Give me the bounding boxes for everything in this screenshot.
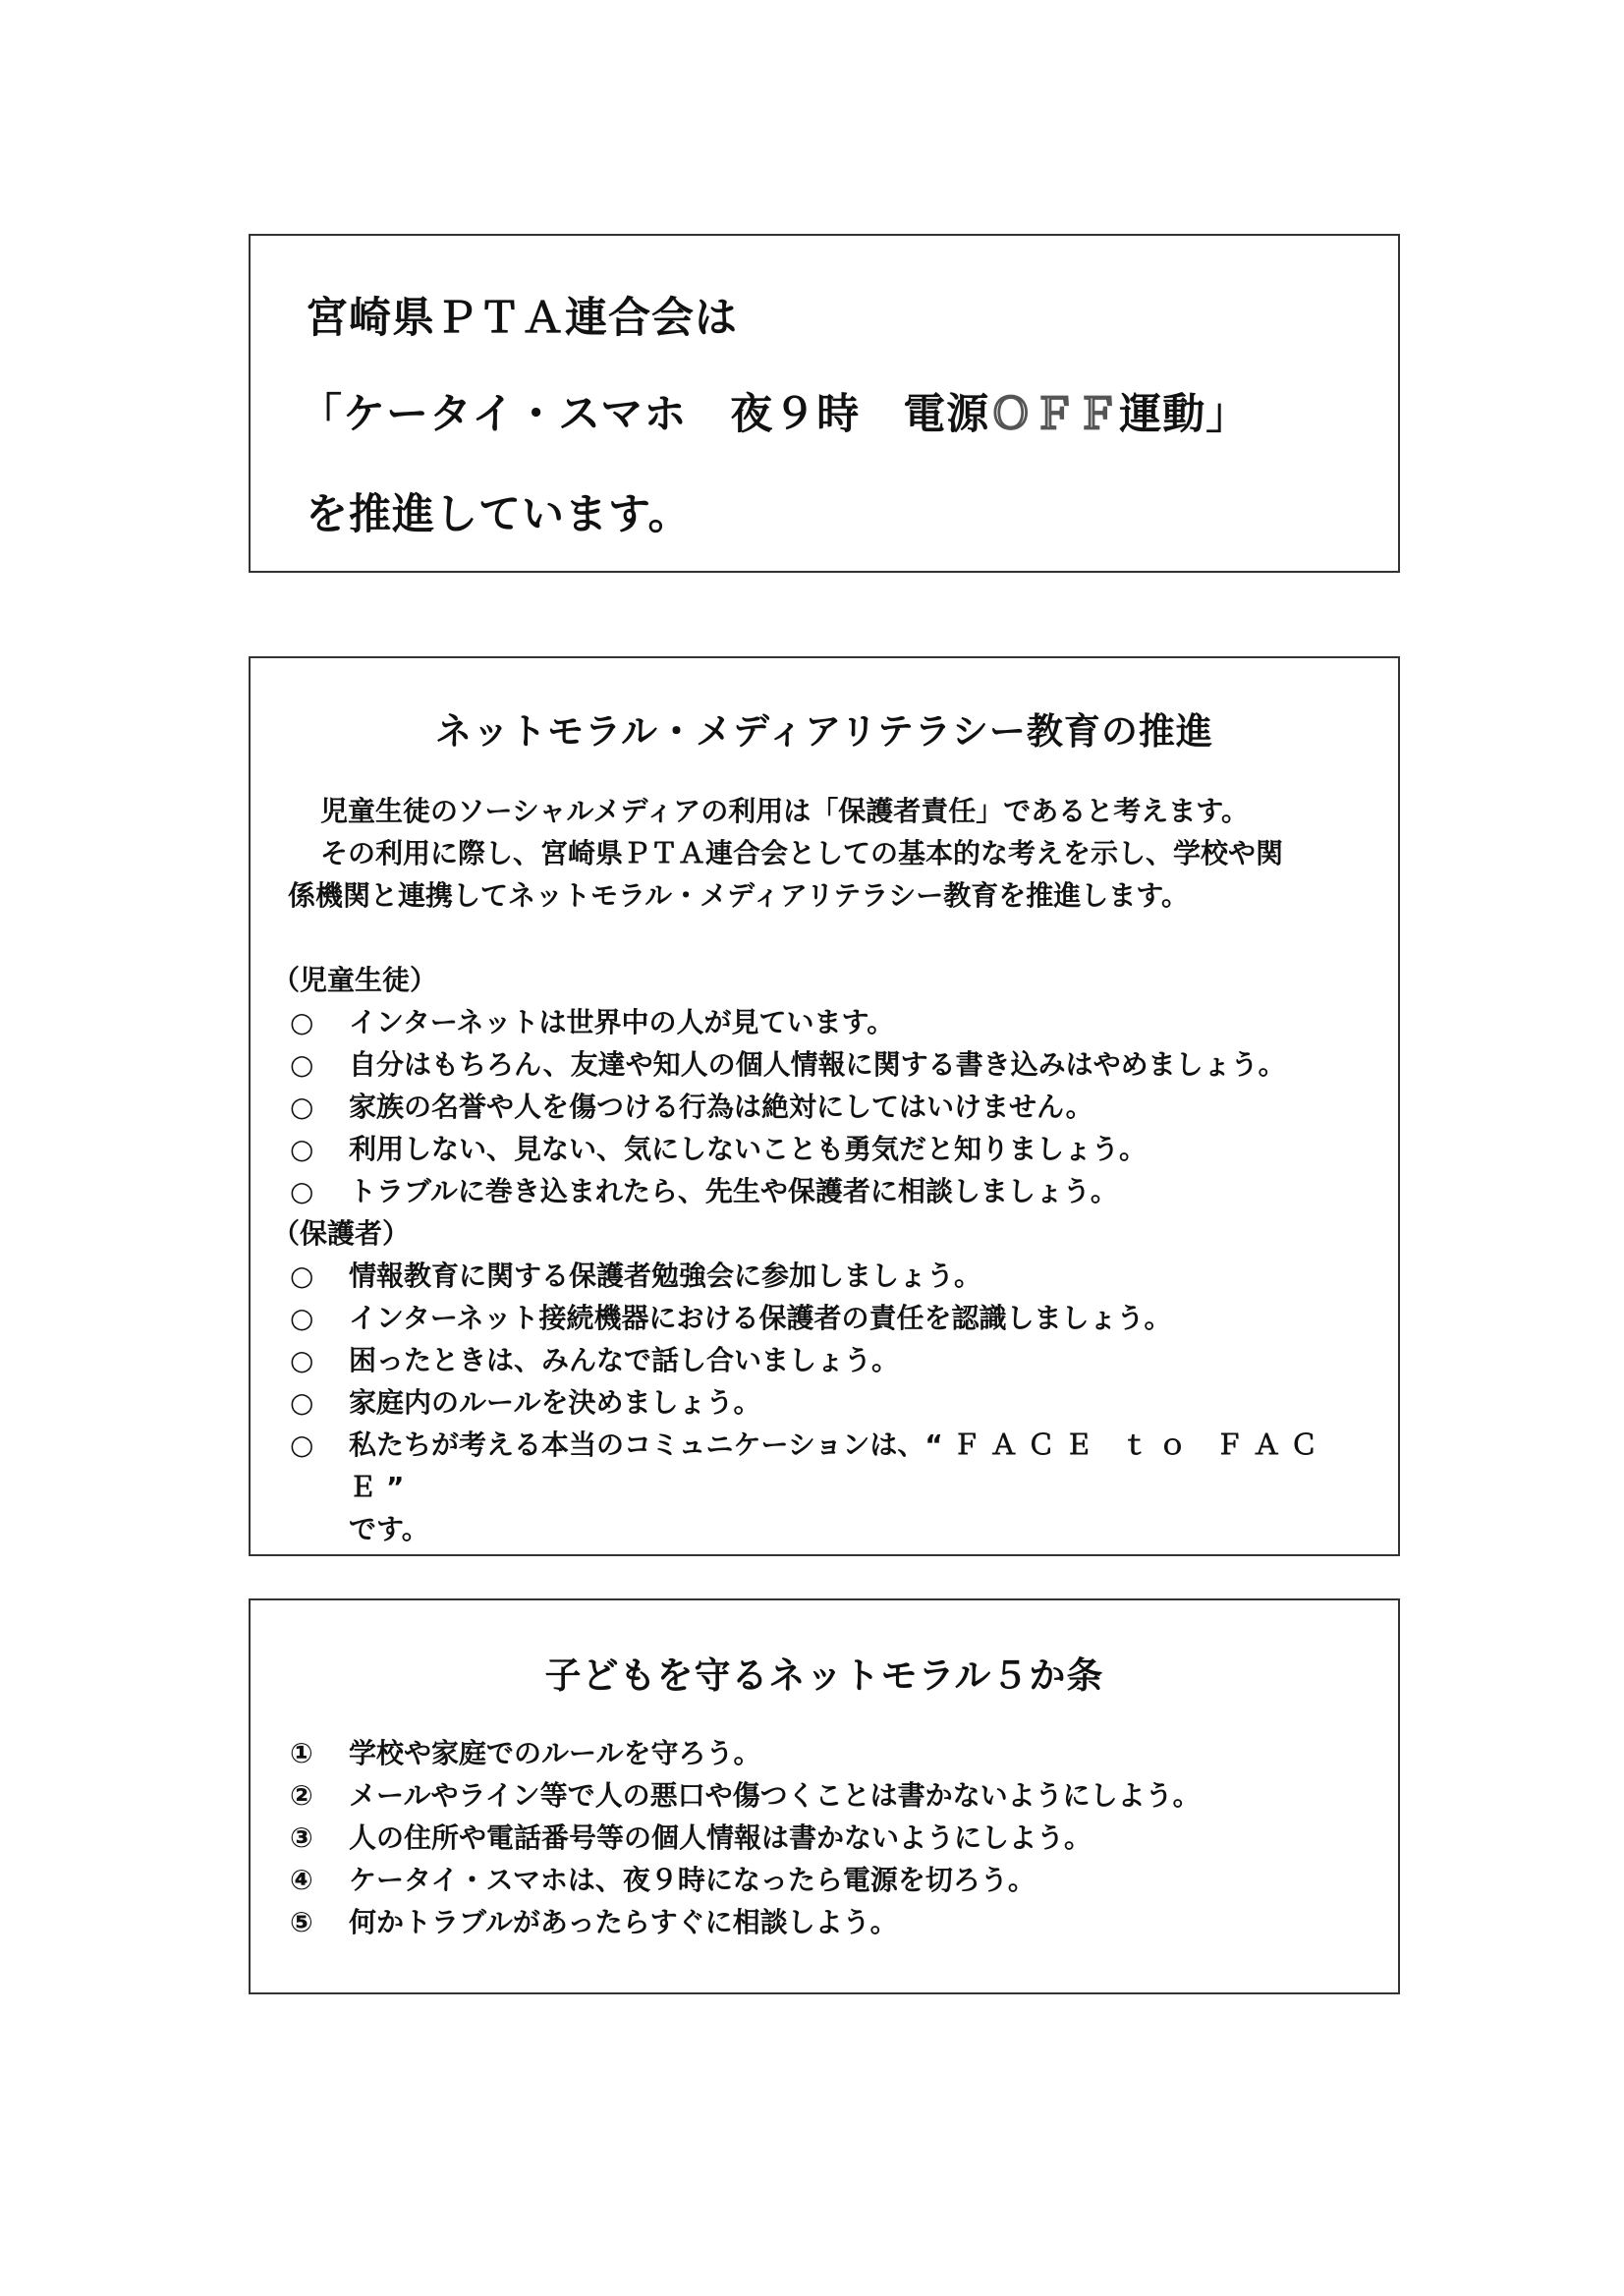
guardians-label: （保護者） bbox=[272, 1217, 411, 1250]
rule-3: 人の住所や電話番号等の個人情報は書かないようにしよう。 bbox=[349, 1821, 1092, 1854]
campaign-line-1: 宮崎県ＰＴＡ連合会は bbox=[306, 294, 738, 343]
rule-1: 学校や家庭でのルールを守ろう。 bbox=[349, 1737, 761, 1769]
circled-number-icon: ③ bbox=[290, 1821, 313, 1854]
student-item-2: 自分はもちろん、友達や知人の個人情報に関する書き込みはやめましょう。 bbox=[349, 1048, 1286, 1081]
list-item bbox=[290, 1817, 1380, 1859]
list-item bbox=[272, 1424, 1382, 1550]
guardian-item-4: 家庭内のルールを決めましょう。 bbox=[349, 1386, 761, 1419]
moral-intro bbox=[288, 790, 1378, 917]
moral-education-box bbox=[249, 656, 1400, 1556]
list-item bbox=[272, 1128, 1382, 1170]
circled-number-icon: ⑤ bbox=[290, 1906, 313, 1938]
five-rules-box bbox=[249, 1598, 1400, 1994]
guardian-item-5 bbox=[349, 1424, 1382, 1550]
campaign-line-2-end: 運動」 bbox=[1119, 390, 1250, 439]
rules-section-title: 子どもを守るネットモラル５か条 bbox=[544, 1654, 1104, 1697]
list-item bbox=[272, 1297, 1382, 1339]
list-item bbox=[272, 1381, 1382, 1424]
face-to-face-text: “ＦＡＣＥ ｔｏ ＦＡＣＥ” bbox=[349, 1428, 1328, 1503]
circle-bullet-icon: ○ bbox=[290, 1386, 314, 1419]
list-item bbox=[272, 1255, 1382, 1297]
rule-2: メールやライン等で人の悪口や傷つくことは書かないようにしよう。 bbox=[349, 1779, 1201, 1812]
guardian-item-1: 情報教育に関する保護者勉強会に参加しましょう。 bbox=[349, 1260, 982, 1292]
moral-section-title: ネットモラル・メディアリテラシー教育の推進 bbox=[435, 710, 1213, 753]
list-item bbox=[272, 1043, 1382, 1086]
list-item bbox=[272, 1001, 1382, 1043]
circle-bullet-icon: ○ bbox=[290, 1344, 314, 1376]
circle-bullet-icon: ○ bbox=[290, 1133, 314, 1165]
guardian-item-5-end: です。 bbox=[349, 1513, 429, 1545]
student-item-3: 家族の名誉や人を傷つける行為は絶対にしてはいけません。 bbox=[349, 1091, 1093, 1123]
rule-4: ケータイ・スマホは、夜９時になったら電源を切ろう。 bbox=[349, 1864, 1036, 1896]
circle-bullet-icon: ○ bbox=[290, 1006, 314, 1038]
campaign-line-3: を推進しています。 bbox=[306, 490, 692, 539]
students-label: （児童生徒） bbox=[272, 964, 438, 996]
circled-number-icon: ② bbox=[290, 1779, 313, 1812]
off-outline-text: ＯＦＦ bbox=[989, 390, 1120, 439]
rules-list bbox=[290, 1732, 1380, 1943]
list-item bbox=[290, 1859, 1380, 1901]
list-item bbox=[290, 1774, 1380, 1817]
circle-bullet-icon: ○ bbox=[290, 1260, 314, 1292]
rule-5: 何かトラブルがあったらすぐに相談しよう。 bbox=[349, 1906, 898, 1938]
guardian-item-2: インターネット接続機器における保護者の責任を認識しましょう。 bbox=[349, 1302, 1172, 1334]
guardian-item-3: 困ったときは、みんなで話し合いましょう。 bbox=[349, 1344, 900, 1376]
campaign-line-2-start: 「ケータイ・スマホ 夜９時 電源 bbox=[300, 390, 990, 439]
intro-line-2: その利用に際し、宮崎県ＰＴＡ連合会としての基本的な考えを示し、学校や関 bbox=[320, 837, 1284, 869]
intro-line-3: 係機関と連携してネットモラル・メディアリテラシー教育を推進します。 bbox=[288, 879, 1190, 912]
student-item-4: 利用しない、見ない、気にしないことも勇気だと知りましょう。 bbox=[349, 1133, 1148, 1165]
list-item bbox=[272, 1339, 1382, 1381]
student-item-1: インターネットは世界中の人が見ています。 bbox=[349, 1006, 895, 1038]
circle-bullet-icon: ○ bbox=[290, 1428, 314, 1461]
list-item bbox=[272, 1170, 1382, 1212]
circle-bullet-icon: ○ bbox=[290, 1091, 314, 1123]
list-item bbox=[290, 1732, 1380, 1774]
intro-line-1: 児童生徒のソーシャルメディアの利用は「保護者責任」であると考えます。 bbox=[320, 795, 1250, 827]
circle-bullet-icon: ○ bbox=[290, 1048, 314, 1081]
guardian-item-5-start: 私たちが考える本当のコミュニケーションは、 bbox=[349, 1428, 925, 1461]
circle-bullet-icon: ○ bbox=[290, 1302, 314, 1334]
list-item bbox=[272, 1086, 1382, 1128]
list-item bbox=[290, 1901, 1380, 1943]
guideline-lists bbox=[272, 959, 1382, 1550]
campaign-line-2 bbox=[300, 381, 1249, 441]
circle-bullet-icon: ○ bbox=[290, 1175, 314, 1207]
circled-number-icon: ④ bbox=[290, 1864, 313, 1896]
student-item-5: トラブルに巻き込まれたら、先生や保護者に相談しましょう。 bbox=[349, 1175, 1118, 1207]
campaign-box bbox=[249, 234, 1400, 573]
circled-number-icon: ① bbox=[290, 1737, 313, 1769]
